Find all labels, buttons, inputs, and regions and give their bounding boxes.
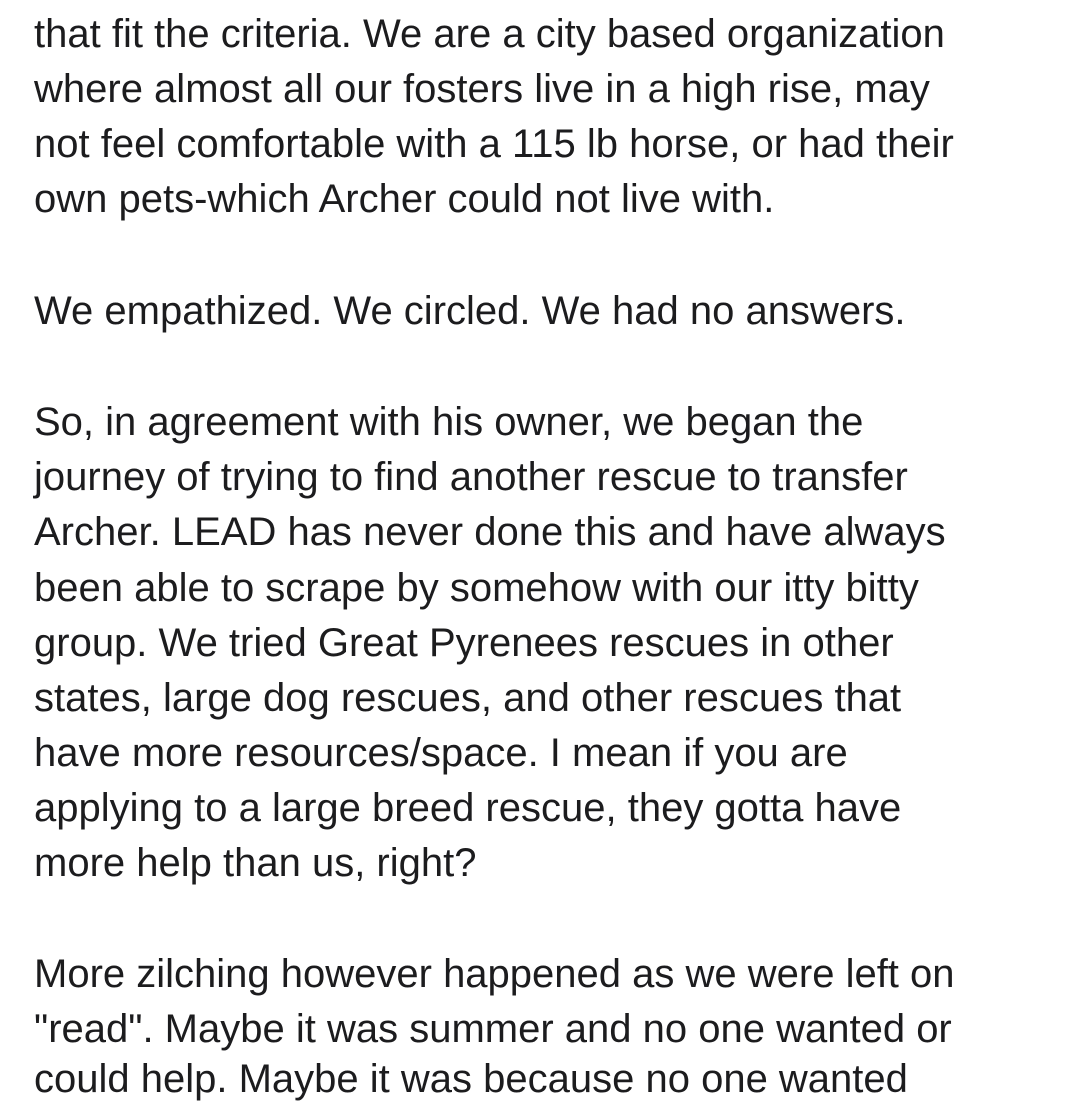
text-line: more help than us, right? [34,841,477,885]
text-line: journey of trying to find another rescue to transfer [34,455,908,499]
text-line: been able to scrape by somehow with our itty bitty [34,566,919,610]
text-line: So, in agreement with his owner, we began the [34,400,864,444]
text-line: where almost all our fosters live in a high rise, may [34,67,930,111]
text-line: We empathized. We circled. We had no answers. [34,289,906,333]
text-line: could help. Maybe it was because no one wanted [34,1057,908,1101]
text-line: states, large dog rescues, and other rescues that [34,676,902,720]
text-line: own pets-which Archer could not live with. [34,177,775,221]
text-line: have more resources/space. I mean if you are [34,731,848,775]
text-line: not feel comfortable with a 115 lb horse, or had their [34,122,954,166]
text-line: Archer. LEAD has never done this and have always [34,510,946,554]
text-line: More zilching however happened as we were left on [34,952,955,996]
text-line: group. We tried Great Pyrenees rescues in other [34,621,894,665]
text-line: applying to a large breed rescue, they gotta have [34,786,902,830]
text-line: that fit the criteria. We are a city based organization [34,12,945,56]
text-line: "read". Maybe it was summer and no one wanted or [34,1007,952,1051]
